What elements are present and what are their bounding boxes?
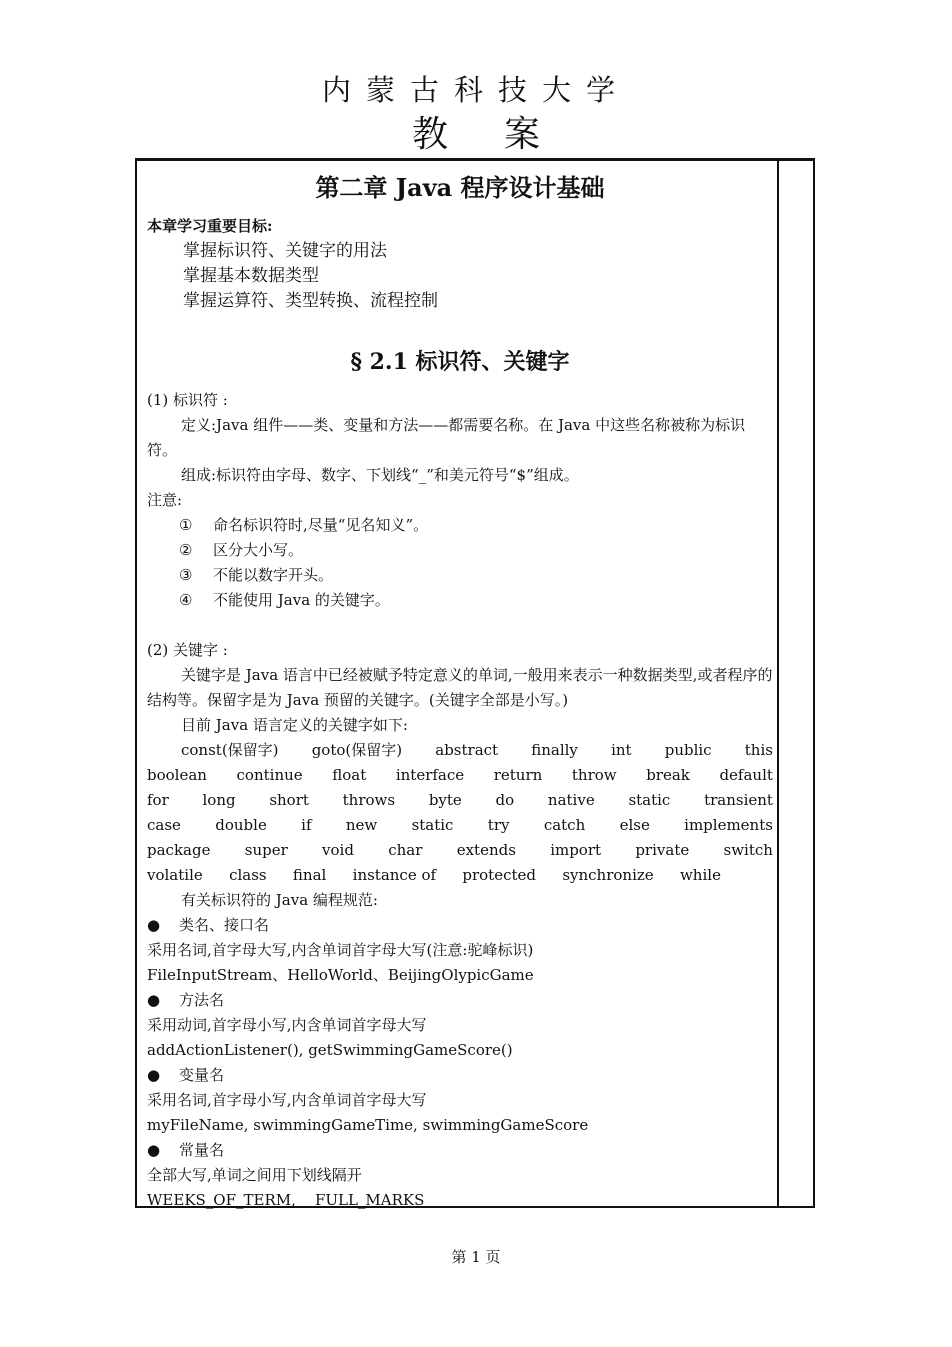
keyword-row: boolean continue float interface return throw break default: [147, 766, 773, 784]
keyword-row: volatile class final instance of protected synchronize while: [147, 866, 721, 884]
goal-item: 掌握基本数据类型: [183, 266, 319, 286]
note-label: 注意:: [147, 491, 183, 509]
convention-example: addActionListener(), getSwimmingGameScore(): [147, 1041, 513, 1059]
convention-rule: 采用名词,首字母大写,内含单词首字母大写(注意:驼峰标识): [147, 941, 534, 959]
bullet-icon: ●: [147, 1141, 161, 1159]
goal-item: 掌握运算符、类型转换、流程控制: [183, 291, 438, 311]
university-name: 内蒙古科技大学: [321, 73, 630, 107]
keyword-row: package super void char extends import private switch: [147, 841, 773, 859]
convention-title: ● 变量名: [147, 1063, 773, 1088]
lesson-plan-table: [135, 158, 815, 1208]
identifier-definition: 定义:Java 组件——类、变量和方法——都需要名称。在 Java 中这些名称被称为标识符。: [147, 416, 746, 459]
keyword-paragraph: 关键字是 Java 语言中已经被赋予特定意义的单词,一般用来表示一种数据类型,或者程序的结构等。保留字是为 Java 预留的关键字。(关键字全部是小写。): [147, 666, 773, 709]
convention-title: ● 类名、接口名: [147, 913, 773, 938]
keyword-heading: (2) 关键字 :: [147, 641, 228, 659]
convention-example: WEEKS_OF_TERM, FULL_MARKS: [147, 1191, 425, 1209]
note-item: ④ 不能使用 Java 的关键字。: [179, 591, 390, 609]
convention-rule: 采用名词,首字母小写,内含单词首字母大写: [147, 1091, 427, 1109]
convention-rule: 全部大写,单词之间用下划线隔开: [147, 1166, 362, 1184]
keyword-row: for long short throws byte do native static transient: [147, 791, 773, 809]
convention-example: FileInputStream、HelloWorld、BeijingOlypicGame: [147, 966, 534, 984]
bullet-icon: ●: [147, 916, 161, 934]
identifier-composition: 组成:标识符由字母、数字、下划线“_”和美元符号“$”组成。: [181, 466, 579, 484]
note-item: ① 命名标识符时,尽量“见名知义”。: [179, 516, 429, 534]
note-item: ② 区分大小写。: [179, 541, 304, 559]
main-cell: [147, 166, 773, 1213]
note-item: ③ 不能以数字开头。: [179, 566, 334, 584]
section-title: § 2.1 标识符、关键字: [350, 349, 570, 375]
identifier-heading: (1) 标识符 :: [147, 391, 228, 409]
page-number: 第 1 页: [451, 1248, 501, 1266]
goals-heading: 本章学习重要目标:: [147, 217, 273, 235]
keyword-list-intro: 目前 Java 语言定义的关键字如下:: [181, 716, 408, 734]
goal-item: 掌握标识符、关键字的用法: [183, 241, 387, 261]
convention-example: myFileName, swimmingGameTime, swimmingGameScore: [147, 1116, 589, 1134]
convention-title: ● 常量名: [147, 1138, 773, 1163]
bullet-icon: ●: [147, 991, 161, 1009]
document-title: [0, 112, 952, 158]
document-title-left: 教: [411, 114, 448, 155]
keyword-row: const(保留字) goto(保留字) abstract finally int public this: [181, 741, 773, 759]
bullet-icon: ●: [147, 1066, 161, 1084]
chapter-title: 第二章 Java 程序设计基础: [315, 173, 605, 202]
conventions-intro: 有关标识符的 Java 编程规范:: [181, 891, 378, 909]
column-divider: [777, 160, 779, 1206]
document-title-right: 案: [504, 114, 541, 155]
convention-rule: 采用动词,首字母小写,内含单词首字母大写: [147, 1016, 427, 1034]
convention-title: ● 方法名: [147, 988, 773, 1013]
keyword-row: case double if new static try catch else implements: [147, 816, 773, 834]
